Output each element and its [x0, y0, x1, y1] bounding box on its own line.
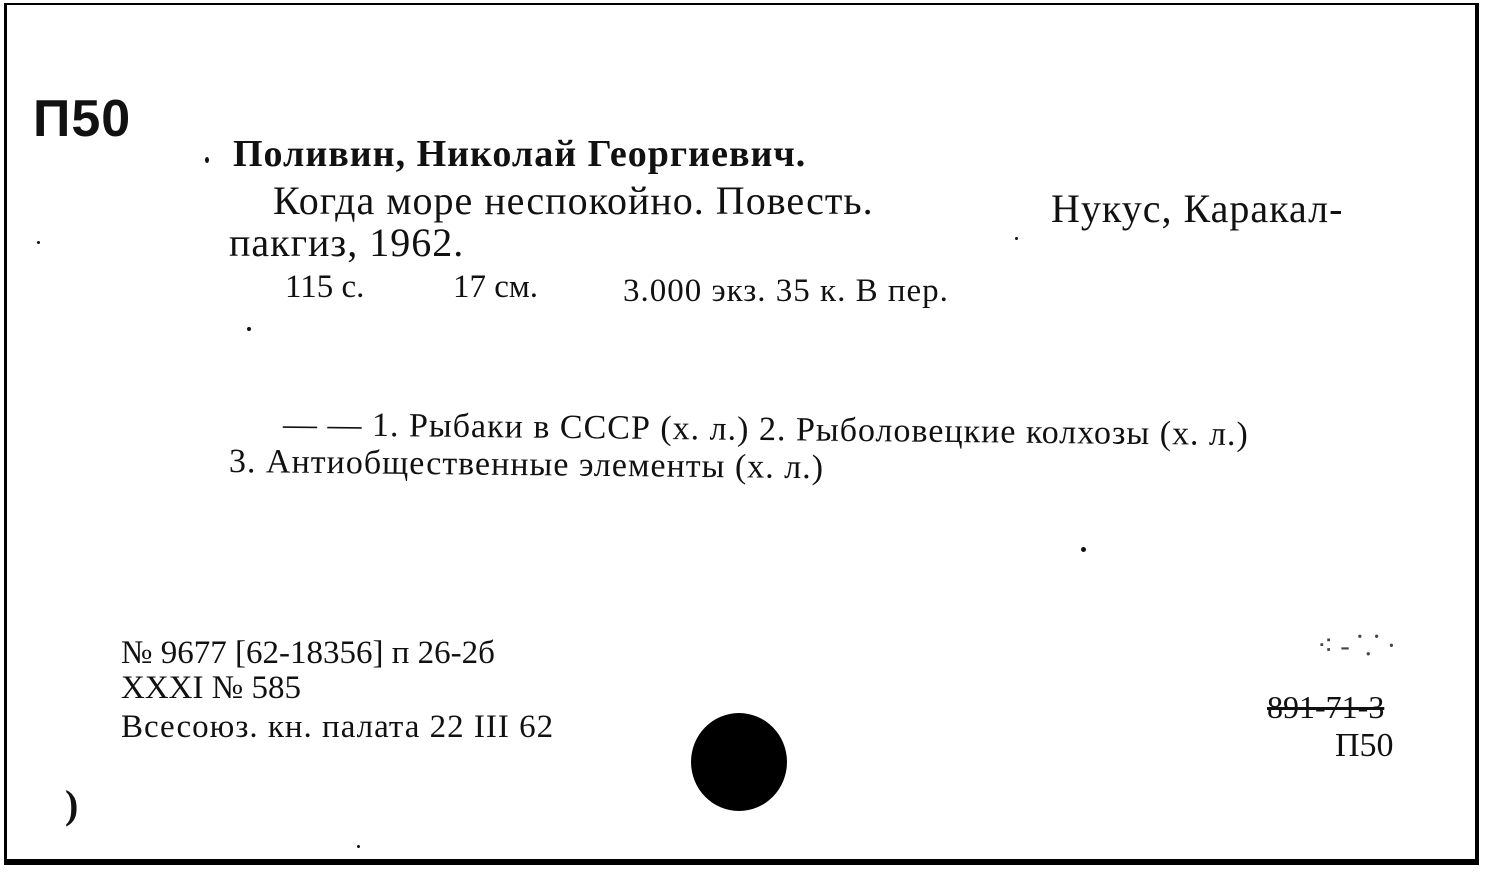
punch-hole: [691, 713, 787, 811]
stray-mark: ): [65, 782, 79, 827]
subjects-line-2: 3. Антиобщественные элементы (х. л.): [228, 443, 825, 487]
speck: [247, 327, 251, 331]
catalog-card: [4, 3, 1479, 865]
classification-number: 891-71-3: [1267, 689, 1385, 725]
classification-code: П50: [1335, 727, 1394, 764]
registry-chamber: Всесоюз. кн. палата 22 III 62: [121, 709, 555, 745]
book-title: Когда море неспокойно. Повесть.: [273, 178, 874, 223]
imprint-place: Нукус, Каракал-: [1051, 186, 1344, 231]
registry-series: XXXI № 585: [121, 670, 301, 706]
imprint-publisher-year: пакгиз, 1962.: [229, 220, 465, 265]
speck: [357, 845, 360, 848]
registry-number: № 9677 [62-18356] п 26-2б: [121, 635, 495, 671]
copies-price: 3.000 экз. 35 к. В пер.: [623, 273, 949, 309]
faint-marks: ⁖ ‐ ⸪ ·: [1317, 631, 1397, 662]
book-size: 17 см.: [453, 269, 539, 305]
page-count: 115 с.: [285, 269, 365, 305]
author-heading: Поливин, Николай Георгиевич.: [233, 133, 807, 175]
speck: [205, 157, 209, 163]
handwritten-code: П50: [33, 90, 132, 148]
speck: [37, 241, 40, 244]
speck: [1015, 237, 1018, 240]
speck: [1081, 547, 1086, 552]
subjects-line-1: — — 1. Рыбаки в СССР (х. л.) 2. Рыболовецкие колхозы (х. л.): [282, 406, 1250, 454]
